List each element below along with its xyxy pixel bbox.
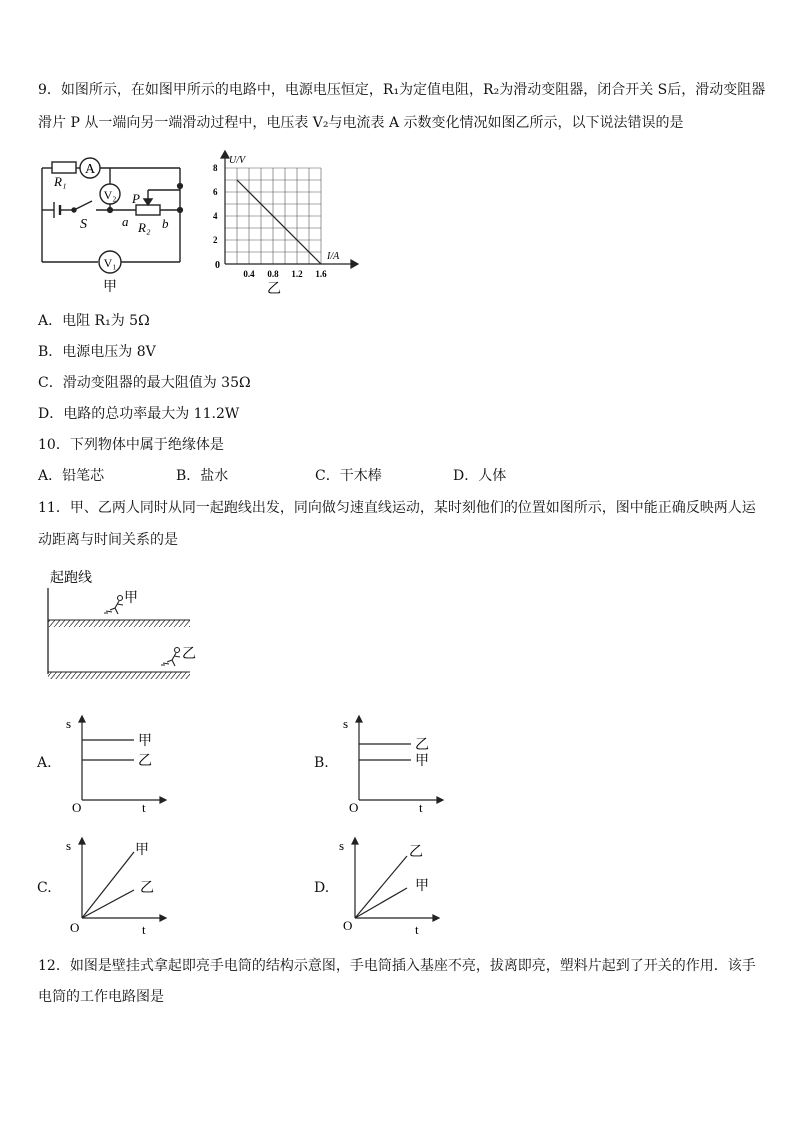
y-axis-label: U/V: [229, 155, 246, 166]
s-label: s: [343, 716, 349, 731]
y-tick-label: 8: [213, 163, 218, 173]
origin-label: O: [72, 800, 82, 815]
track-divider-1: [48, 620, 190, 627]
r1-resistor: [52, 162, 76, 173]
label-b: b: [162, 216, 169, 231]
label-v2: V₂: [103, 188, 117, 202]
origin-label: O: [349, 800, 359, 815]
runner-yi-label: 乙: [182, 647, 196, 662]
runner-jia-label: 甲: [124, 591, 138, 606]
origin-label: O: [343, 918, 353, 933]
q11-stem-line1: 11．甲、乙两人同时从同一起跑线出发，同向做匀速直线运动，某时刻他们的位置如图所示，图中能正确反映两人运: [38, 500, 756, 516]
steep-line: [82, 852, 134, 918]
upper-label: 乙: [409, 845, 423, 860]
label-p: P: [132, 191, 140, 206]
label-r1: R₁: [54, 174, 67, 189]
runner-yi-icon: [161, 648, 180, 667]
q11-choice-b-graph[interactable]: [337, 712, 447, 817]
label-ammeter: A: [84, 162, 96, 177]
x-tick-label: 1.6: [315, 269, 327, 279]
r2-rheostat: [136, 205, 160, 215]
runner-jia-icon: [104, 596, 123, 615]
q11-choice-d-letter[interactable]: D.: [314, 880, 330, 896]
label-a: a: [122, 214, 129, 229]
q10-stem: 10．下列物体中属于绝缘体是: [38, 437, 224, 453]
lower-label: 乙: [138, 754, 152, 769]
q11-choice-a-letter[interactable]: A.: [37, 755, 52, 771]
s-label: s: [339, 838, 345, 853]
q12-stem-line1: 12．如图是壁挂式拿起即亮手电筒的结构示意图，手电筒插入基座不亮，拔离即亮，塑料片起到了开关的作用．该手: [38, 958, 756, 974]
shallow-line: [82, 890, 134, 918]
y-axis-arrow: [221, 151, 229, 158]
upper-label: 乙: [415, 738, 429, 753]
q11-choice-c-graph[interactable]: [60, 834, 170, 939]
label-r2: R₂: [138, 220, 151, 235]
q11-choice-c-letter[interactable]: C.: [37, 880, 52, 896]
q9-ui-graph: [205, 146, 365, 298]
lower-label: 甲: [415, 879, 429, 894]
x-axis-arrow: [351, 260, 358, 268]
q10-option-a[interactable]: A．铅笔芯: [38, 468, 105, 484]
q9-option-c[interactable]: C．滑动变阻器的最大阻值为 35Ω: [38, 375, 251, 391]
q9-option-d[interactable]: D．电路的总功率最大为 11.2W: [38, 406, 240, 422]
q11-stem-line2: 动距离与时间关系的是: [38, 532, 178, 548]
switch-s: [74, 201, 92, 210]
label-v1: V₁: [103, 256, 117, 270]
x-axis-label: I/A: [327, 251, 340, 262]
x-tick-label: 0.8: [267, 269, 279, 279]
x-tick-label: 1.2: [291, 269, 303, 279]
start-line-label: 起跑线: [50, 571, 92, 586]
q9-stem-line2: 滑片 P 从一端向另一端滑动过程中，电压表 V₂与电流表 A 示数变化情况如图乙所示，以下说法错误的是: [38, 115, 684, 131]
lower-label: 乙: [140, 881, 154, 896]
s-label: s: [66, 716, 72, 731]
q9-option-a[interactable]: A．电阻 R₁为 5Ω: [38, 313, 150, 329]
shallow-line: [355, 888, 407, 918]
track-divider-2: [48, 672, 190, 679]
t-label: t: [142, 922, 146, 937]
label-s: S: [80, 217, 87, 232]
x-tick-label: 0.4: [243, 269, 255, 279]
q9-option-b[interactable]: B．电源电压为 8V: [38, 344, 156, 360]
y-tick-label: 4: [213, 211, 218, 221]
circuit-caption: 甲: [103, 280, 117, 295]
q9-circuit-diagram: [30, 148, 200, 298]
q11-choice-b-letter[interactable]: B.: [314, 755, 329, 771]
y-tick-label: 6: [213, 187, 218, 197]
s-label: s: [66, 838, 72, 853]
origin-label: 0: [215, 260, 220, 271]
t-label: t: [419, 800, 423, 815]
q10-option-d[interactable]: D．人体: [453, 468, 507, 484]
q11-choice-d-graph[interactable]: [333, 834, 443, 939]
q10-option-b[interactable]: B．盐水: [176, 468, 229, 484]
steep-line: [355, 856, 407, 918]
graph-caption: 乙: [267, 282, 281, 297]
lower-label: 甲: [415, 754, 429, 769]
q11-track-figure: [40, 566, 210, 686]
q9-stem-line1: 9．如图所示，在如图甲所示的电路中，电源电压恒定，R₁为定值电阻，R₂为滑动变阻器，闭合开关 S后，滑动变阻器: [38, 82, 766, 98]
upper-label: 甲: [135, 843, 149, 858]
t-label: t: [415, 922, 419, 937]
t-label: t: [142, 800, 146, 815]
upper-label: 甲: [138, 734, 152, 749]
series-line: [237, 180, 321, 264]
q10-option-c[interactable]: C．干木棒: [315, 468, 382, 484]
y-tick-label: 2: [213, 235, 218, 245]
q12-stem-line2: 电筒的工作电路图是: [38, 989, 164, 1005]
q11-choice-a-graph[interactable]: [60, 712, 170, 817]
origin-label: O: [70, 920, 80, 935]
